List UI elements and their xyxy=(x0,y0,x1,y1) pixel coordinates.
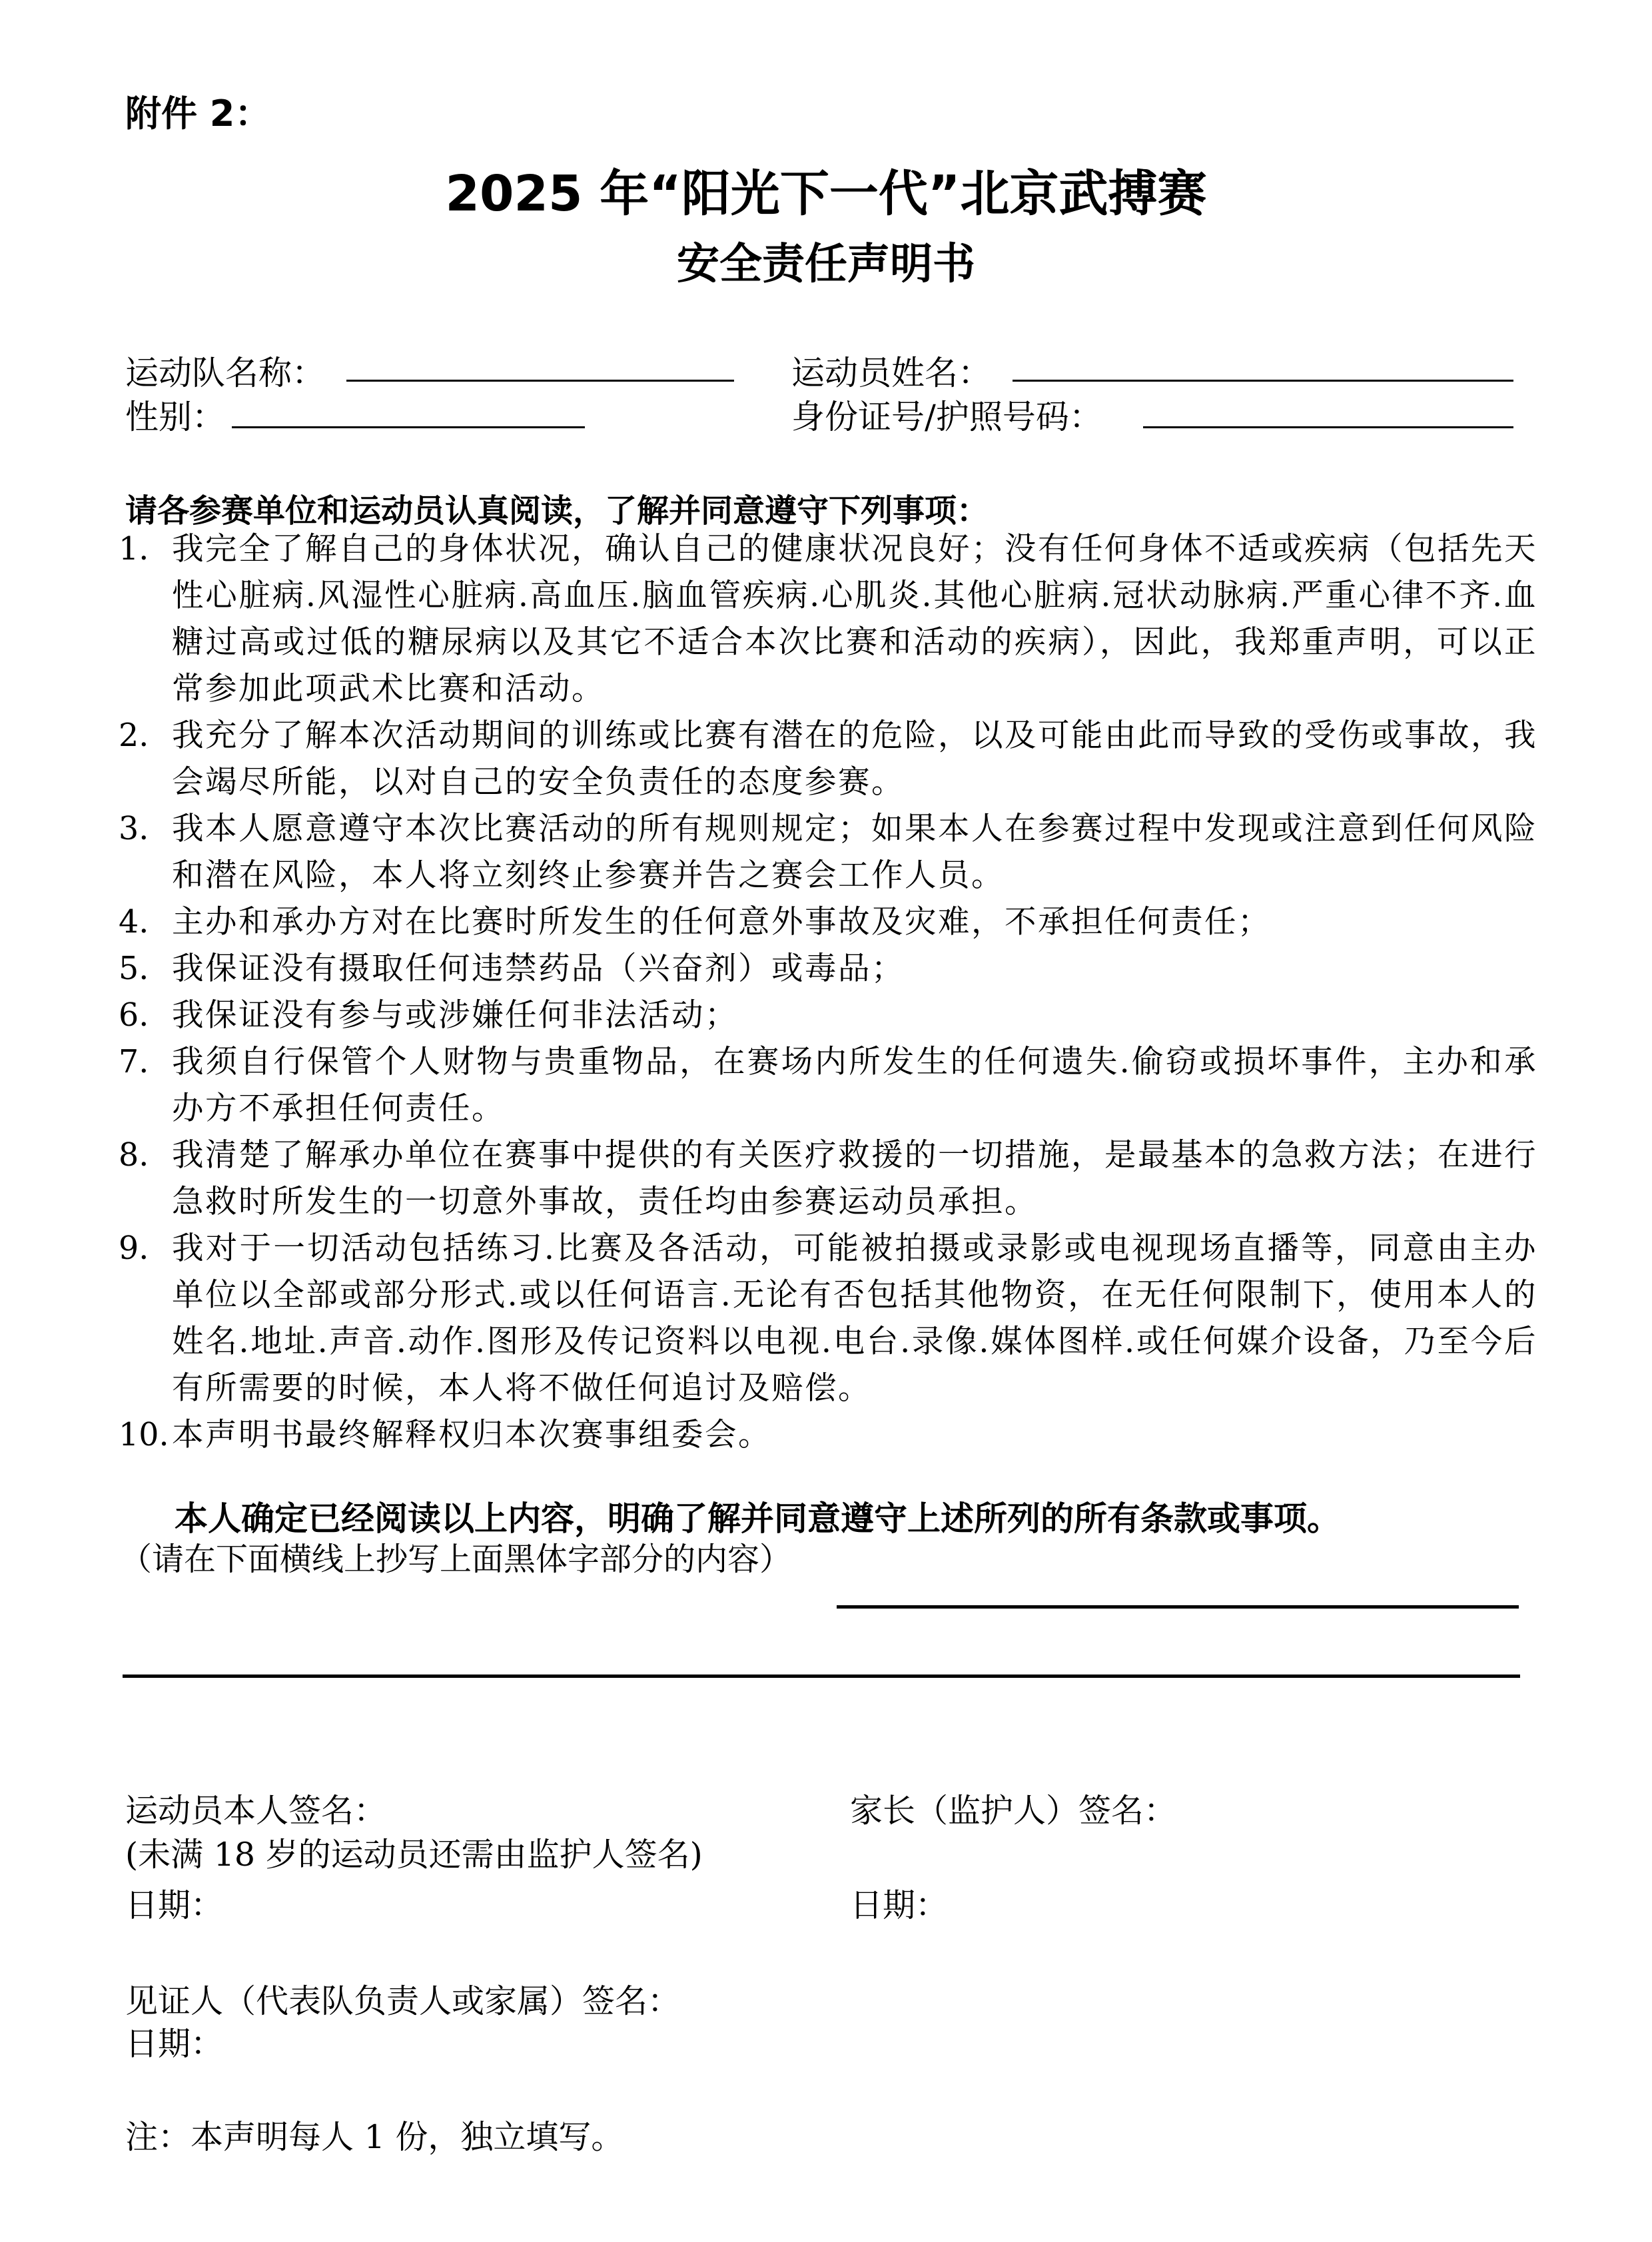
copy-line-2[interactable] xyxy=(123,1675,1520,1678)
term-number: 5. xyxy=(119,950,149,987)
term-item xyxy=(119,526,1537,713)
term-item xyxy=(119,713,1537,806)
term-item xyxy=(119,1412,1537,1459)
instructions-heading: 请各参赛单位和运动员认真阅读，了解并同意遵守下列事项： xyxy=(125,492,989,530)
id-number-field[interactable] xyxy=(1143,426,1513,428)
term-text: 我保证没有参与或涉嫌任何非法活动； xyxy=(172,997,738,1034)
term-number: 1. xyxy=(119,531,149,567)
term-text: 我本人愿意遵守本次比赛活动的所有规则规定；如果本人在参赛过程中发现或注意到任何风险和潜在风险，本人将立刻终止参赛并告之赛会工作人员。 xyxy=(172,811,1537,894)
term-text: 我对于一切活动包括练习.比赛及各活动，可能被拍摄或录影或电视现场直播等，同意由主办单位以全部或部分形式.或以任何语言.无论有否包括其他物资，在无任何限制下，使用本人的姓名.地址.声音.动作.图形及传记资料以电视.电台.录像.媒体图样.或任何媒介设备，乃至今后有所需要的时候，本人将不做任何追讨及赔偿。 xyxy=(172,1230,1537,1407)
id-number-label: 身份证号/护照号码： xyxy=(791,398,1102,436)
term-number: 3. xyxy=(119,811,149,847)
athlete-date-label: 日期： xyxy=(125,1886,224,1924)
term-text: 本声明书最终解释权归本次赛事组委会。 xyxy=(172,1417,771,1453)
team-name-label: 运动队名称： xyxy=(125,354,325,392)
terms-list xyxy=(119,526,1537,1459)
guardian-signature-label: 家长（监护人）签名： xyxy=(850,1792,1177,1830)
athlete-name-field[interactable] xyxy=(1013,380,1513,382)
confirmation-statement: 本人确定已经阅读以上内容，明确了解并同意遵守上述所列的所有条款或事项。 xyxy=(175,1499,1340,1538)
term-number: 10. xyxy=(119,1417,169,1453)
copy-line-1[interactable] xyxy=(837,1605,1519,1609)
term-text: 我保证没有摄取任何违禁药品（兴奋剂）或毒品； xyxy=(172,950,905,987)
document-subtitle: 安全责任声明书 xyxy=(677,240,975,289)
term-item xyxy=(119,946,1537,992)
gender-label: 性别： xyxy=(125,398,225,436)
term-text: 主办和承办方对在比赛时所发生的任何意外事故及灾难，不承担任何责任； xyxy=(172,904,1271,940)
term-item xyxy=(119,1039,1537,1132)
copy-instruction: （请在下面横线上抄写上面黑体字部分的内容） xyxy=(120,1541,792,1578)
term-item xyxy=(119,992,1537,1039)
witness-signature-label: 见证人（代表队负责人或家属）签名： xyxy=(125,1982,681,2020)
document-title: 2025 年“阳光下一代”北京武搏赛 xyxy=(445,165,1207,222)
gender-field[interactable] xyxy=(232,426,585,428)
term-text: 我清楚了解承办单位在赛事中提供的有关医疗救援的一切措施，是最基本的急救方法；在进行急救时所发生的一切意外事故，责任均由参赛运动员承担。 xyxy=(172,1137,1537,1220)
term-number: 2. xyxy=(119,717,149,754)
term-number: 8. xyxy=(119,1137,149,1174)
term-item xyxy=(119,1132,1537,1226)
term-number: 9. xyxy=(119,1230,149,1267)
term-item xyxy=(119,899,1537,946)
minor-guardian-note: (未满 18 岁的运动员还需由监护人签名) xyxy=(125,1836,703,1874)
guardian-date-label: 日期： xyxy=(850,1886,949,1924)
term-text: 我完全了解自己的身体状况，确认自己的健康状况良好；没有任何身体不适或疾病（包括先天性心脏病.风湿性心脏病.高血压.脑血管疾病.心肌炎.其他心脏病.冠状动脉病.严重心律不齐.血糖过高或过低的糖尿病以及其它不适合本次比赛和活动的疾病），因此，我郑重声明，可以正常参加此项武术比赛和活动。 xyxy=(172,531,1537,707)
team-name-field[interactable] xyxy=(346,380,734,382)
attachment-label: 附件 2： xyxy=(125,93,271,135)
term-text: 我须自行保管个人财物与贵重物品，在赛场内所发生的任何遗失.偷窃或损坏事件，主办和承办方不承担任何责任。 xyxy=(172,1044,1537,1127)
term-number: 4. xyxy=(119,904,149,940)
athlete-signature-label: 运动员本人签名： xyxy=(125,1792,387,1830)
athlete-name-label: 运动员姓名： xyxy=(791,354,991,392)
term-number: 6. xyxy=(119,997,149,1034)
footnote: 注：本声明每人 1 份，独立填写。 xyxy=(125,2118,624,2156)
witness-date-label: 日期： xyxy=(125,2025,224,2063)
term-number: 7. xyxy=(119,1044,149,1080)
term-item xyxy=(119,1226,1537,1412)
term-text: 我充分了解本次活动期间的训练或比赛有潜在的危险，以及可能由此而导致的受伤或事故，我会竭尽所能，以对自己的安全负责任的态度参赛。 xyxy=(172,717,1537,801)
term-item xyxy=(119,806,1537,899)
